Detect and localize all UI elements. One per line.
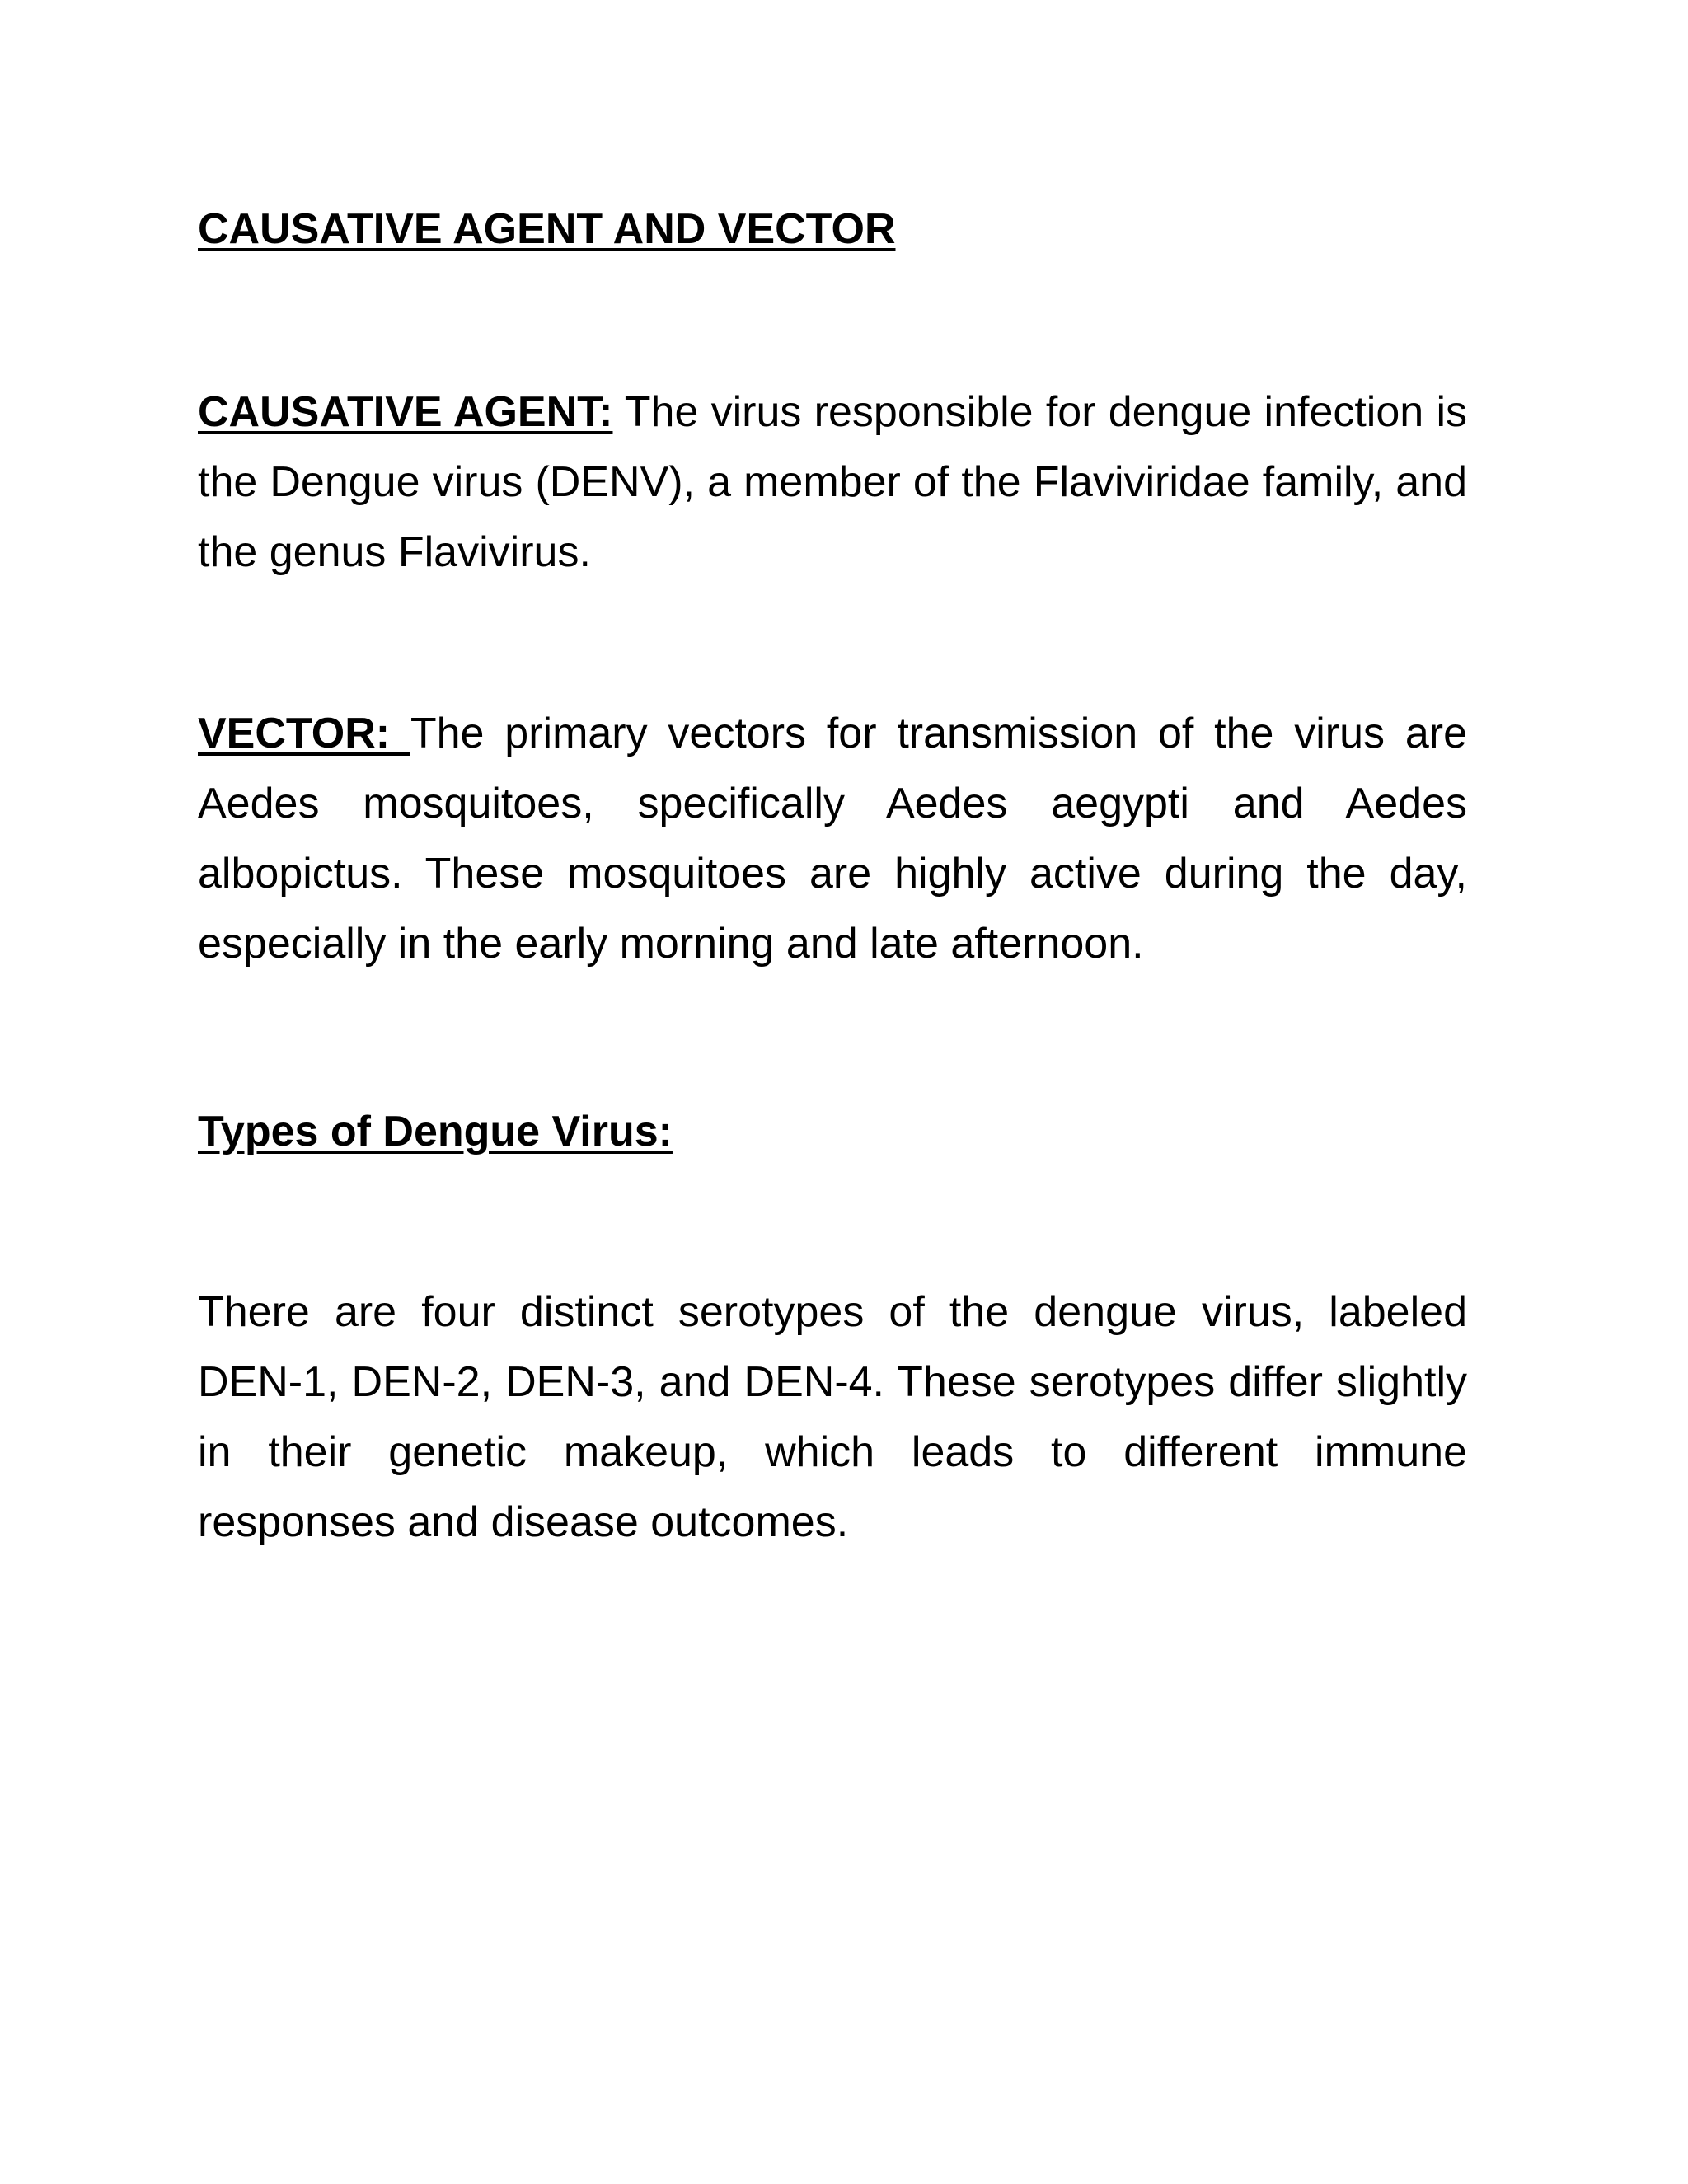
- vector-paragraph: [198, 699, 1467, 979]
- causative-agent-text: The virus responsible for dengue infection is the Dengue virus (DENV), a member of the Flaviviridae family, and the genus Flavivirus.: [198, 388, 1467, 576]
- vector-label: VECTOR:: [198, 710, 410, 757]
- serotypes-paragraph: There are four distinct serotypes of the dengue virus, labeled DEN-1, DEN-2, DEN-3, and DEN-4. These serotypes differ slightly in their genetic makeup, which leads to different immune responses and disease outcomes.: [198, 1288, 1467, 1546]
- document-title: CAUSATIVE AGENT AND VECTOR: [198, 205, 896, 253]
- causative-agent-paragraph: [198, 377, 1467, 588]
- vector-text: The primary vectors for transmission of the virus are Aedes mosquitoes, specifically Aedes aegypti and Aedes albopictus. These mosquitoes are highly active during the day, especially in the early morning and late afternoon.: [198, 710, 1467, 968]
- causative-agent-label: CAUSATIVE AGENT:: [198, 388, 613, 436]
- types-of-dengue-heading: Types of Dengue Virus:: [198, 1108, 673, 1155]
